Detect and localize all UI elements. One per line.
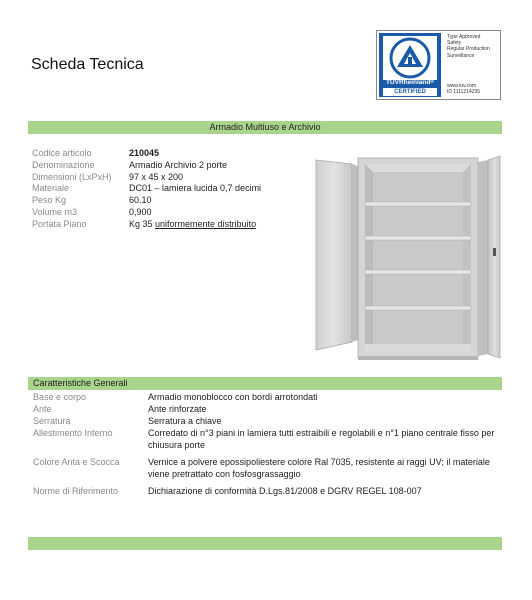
spec-value: 60.10 [129, 195, 152, 206]
registered-mark: ® [430, 79, 435, 85]
tuv-line: Regular Production [447, 46, 490, 53]
tuv-certification-badge [376, 30, 501, 100]
general-row [28, 485, 502, 497]
general-row [28, 415, 502, 427]
tuv-website: www.tuv.com [447, 83, 477, 89]
spec-label: Materiale [32, 183, 70, 194]
tuv-brand-text: TÜVRheinland [385, 79, 431, 86]
tuv-info-lines [447, 34, 501, 59]
tuv-logo-panel [379, 33, 441, 97]
certified-label: CERTIFIED [383, 88, 437, 96]
general-value: Corredato di n°3 piani in lamiera tutti estraibili e regolabili e n°1 piano centrale fisso per chiusura porte [148, 428, 495, 450]
general-label: Allestimento Interno [33, 428, 113, 438]
spec-value: 97 x 45 x 200 [129, 171, 184, 182]
general-label: Ante [33, 404, 52, 414]
general-table [28, 391, 502, 497]
spec-label: Denominazione [32, 159, 95, 170]
tuv-contact [447, 83, 501, 95]
cabinet-lock-icon [493, 248, 496, 256]
general-title-bar [28, 377, 502, 390]
spec-label: Peso Kg [32, 195, 67, 206]
tuv-line: Safety [447, 40, 462, 47]
general-value: Serratura a chiave [148, 416, 222, 426]
product-title-bar [28, 121, 502, 134]
general-row [28, 456, 502, 480]
spec-value: 210045 [129, 148, 160, 158]
spec-label: Portata Piano [32, 218, 87, 229]
spec-value: DC01 – lamiera lucida 0,7 decimi [129, 183, 262, 194]
footer-bar [28, 537, 502, 550]
general-label: Colore Anta e Scocca [33, 457, 120, 467]
product-title: Armadio Multiuso e Archivio [209, 122, 321, 132]
tuv-triangle-logo [383, 36, 437, 80]
load-value: Kg 35 [129, 218, 156, 229]
general-value: Dichiarazione di conformità D.Lgs.81/2008 e DGRV REGEL 108-007 [148, 486, 422, 496]
cabinet-image [310, 150, 505, 365]
spec-label: Codice articolo [32, 148, 92, 158]
general-row [28, 391, 502, 403]
general-row [28, 403, 502, 415]
tuv-brand-name [379, 79, 441, 86]
general-value: Armadio monoblocco con bordi arrotondati [148, 392, 318, 402]
general-value: Vernice a polvere epossipoliestere colore Ral 7035, resistente ai raggi UV; il materiale viene pretrattato con fosfosgrassaggio [148, 457, 490, 479]
spec-label: Dimensioni (LxPxH) [32, 171, 112, 182]
general-title: Caratteristiche Generali [33, 378, 128, 388]
general-label: Serratura [33, 416, 71, 426]
general-label: Base e corpo [33, 392, 87, 402]
tuv-triangle-icon [383, 36, 437, 80]
load-distribution: uniformemente distribuito [155, 218, 257, 229]
spec-value: Armadio Archivio 2 porte [129, 159, 228, 170]
spec-label: Volume m3 [32, 206, 78, 217]
general-row [28, 427, 502, 451]
spec-value [129, 219, 256, 231]
tuv-line: Surveillance [447, 52, 475, 59]
cabinet-illustration [310, 150, 505, 365]
tuv-id: ID 1111214235 [447, 89, 481, 96]
general-label: Norme di Riferimento [33, 486, 119, 496]
general-value: Ante rinforzate [148, 404, 207, 414]
page-title: Scheda Tecnica [31, 56, 144, 73]
spec-value: 0,900 [129, 206, 152, 217]
tuv-line: Type Approved [447, 34, 481, 40]
